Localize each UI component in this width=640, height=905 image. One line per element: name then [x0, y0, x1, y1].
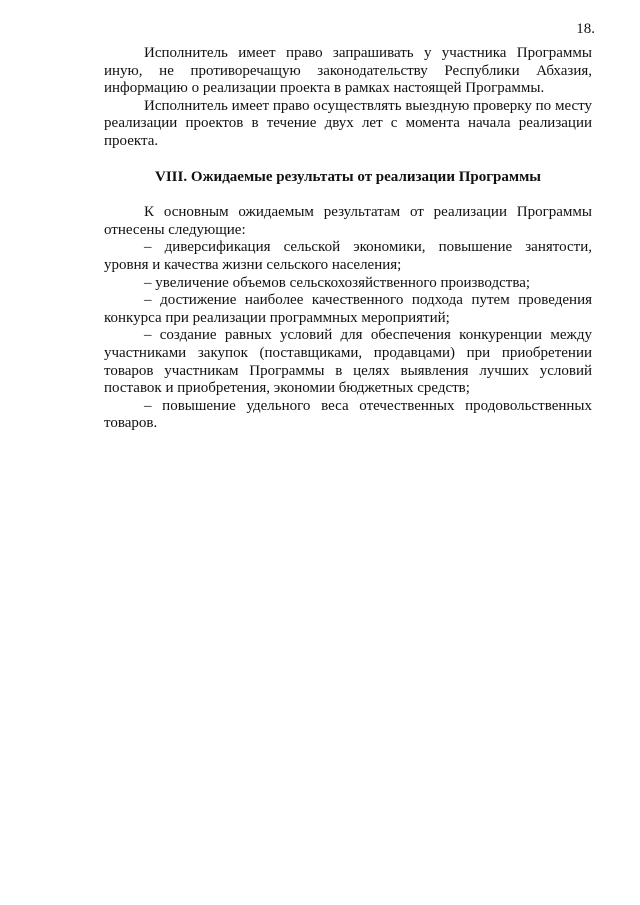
result-list-item: – диверсификация сельской экономики, повышение занятости, уровня и качества жизни сельского населения;	[104, 239, 592, 273]
section-heading: VIII. Ожидаемые результаты от реализации Программы	[154, 168, 542, 185]
result-list-item: – создание равных условий для обеспечения конкуренции между участниками закупок (поставщиками, продавцами) при приобретении товаров участникам Программы в целях выявления лучших условий поставок и приобретения, экономии бюджетных средств;	[104, 327, 592, 397]
intro-paragraph: Исполнитель имеет право осуществлять выездную проверку по месту реализации проектов в течение двух лет с момента начала реализации проекта.	[104, 97, 592, 149]
document-body	[104, 45, 592, 433]
section-lead-paragraph: К основным ожидаемым результатам от реализации Программы отнесены следующие:	[104, 204, 592, 238]
result-list-item: – повышение удельного веса отечественных продовольственных товаров.	[104, 397, 592, 432]
page-number: 18.	[576, 21, 595, 37]
result-list-item: – достижение наиболее качественного подхода путем проведения конкурса при реализации программных мероприятий;	[104, 292, 592, 326]
intro-paragraph: Исполнитель имеет право запрашивать у участника Программы иную, не противоречащую законодательству Республики Абхазия, информацию о реализации проекта в рамках настоящей Программы.	[104, 45, 592, 97]
result-list-item: – увеличение объемов сельскохозяйственного производства;	[144, 274, 531, 291]
